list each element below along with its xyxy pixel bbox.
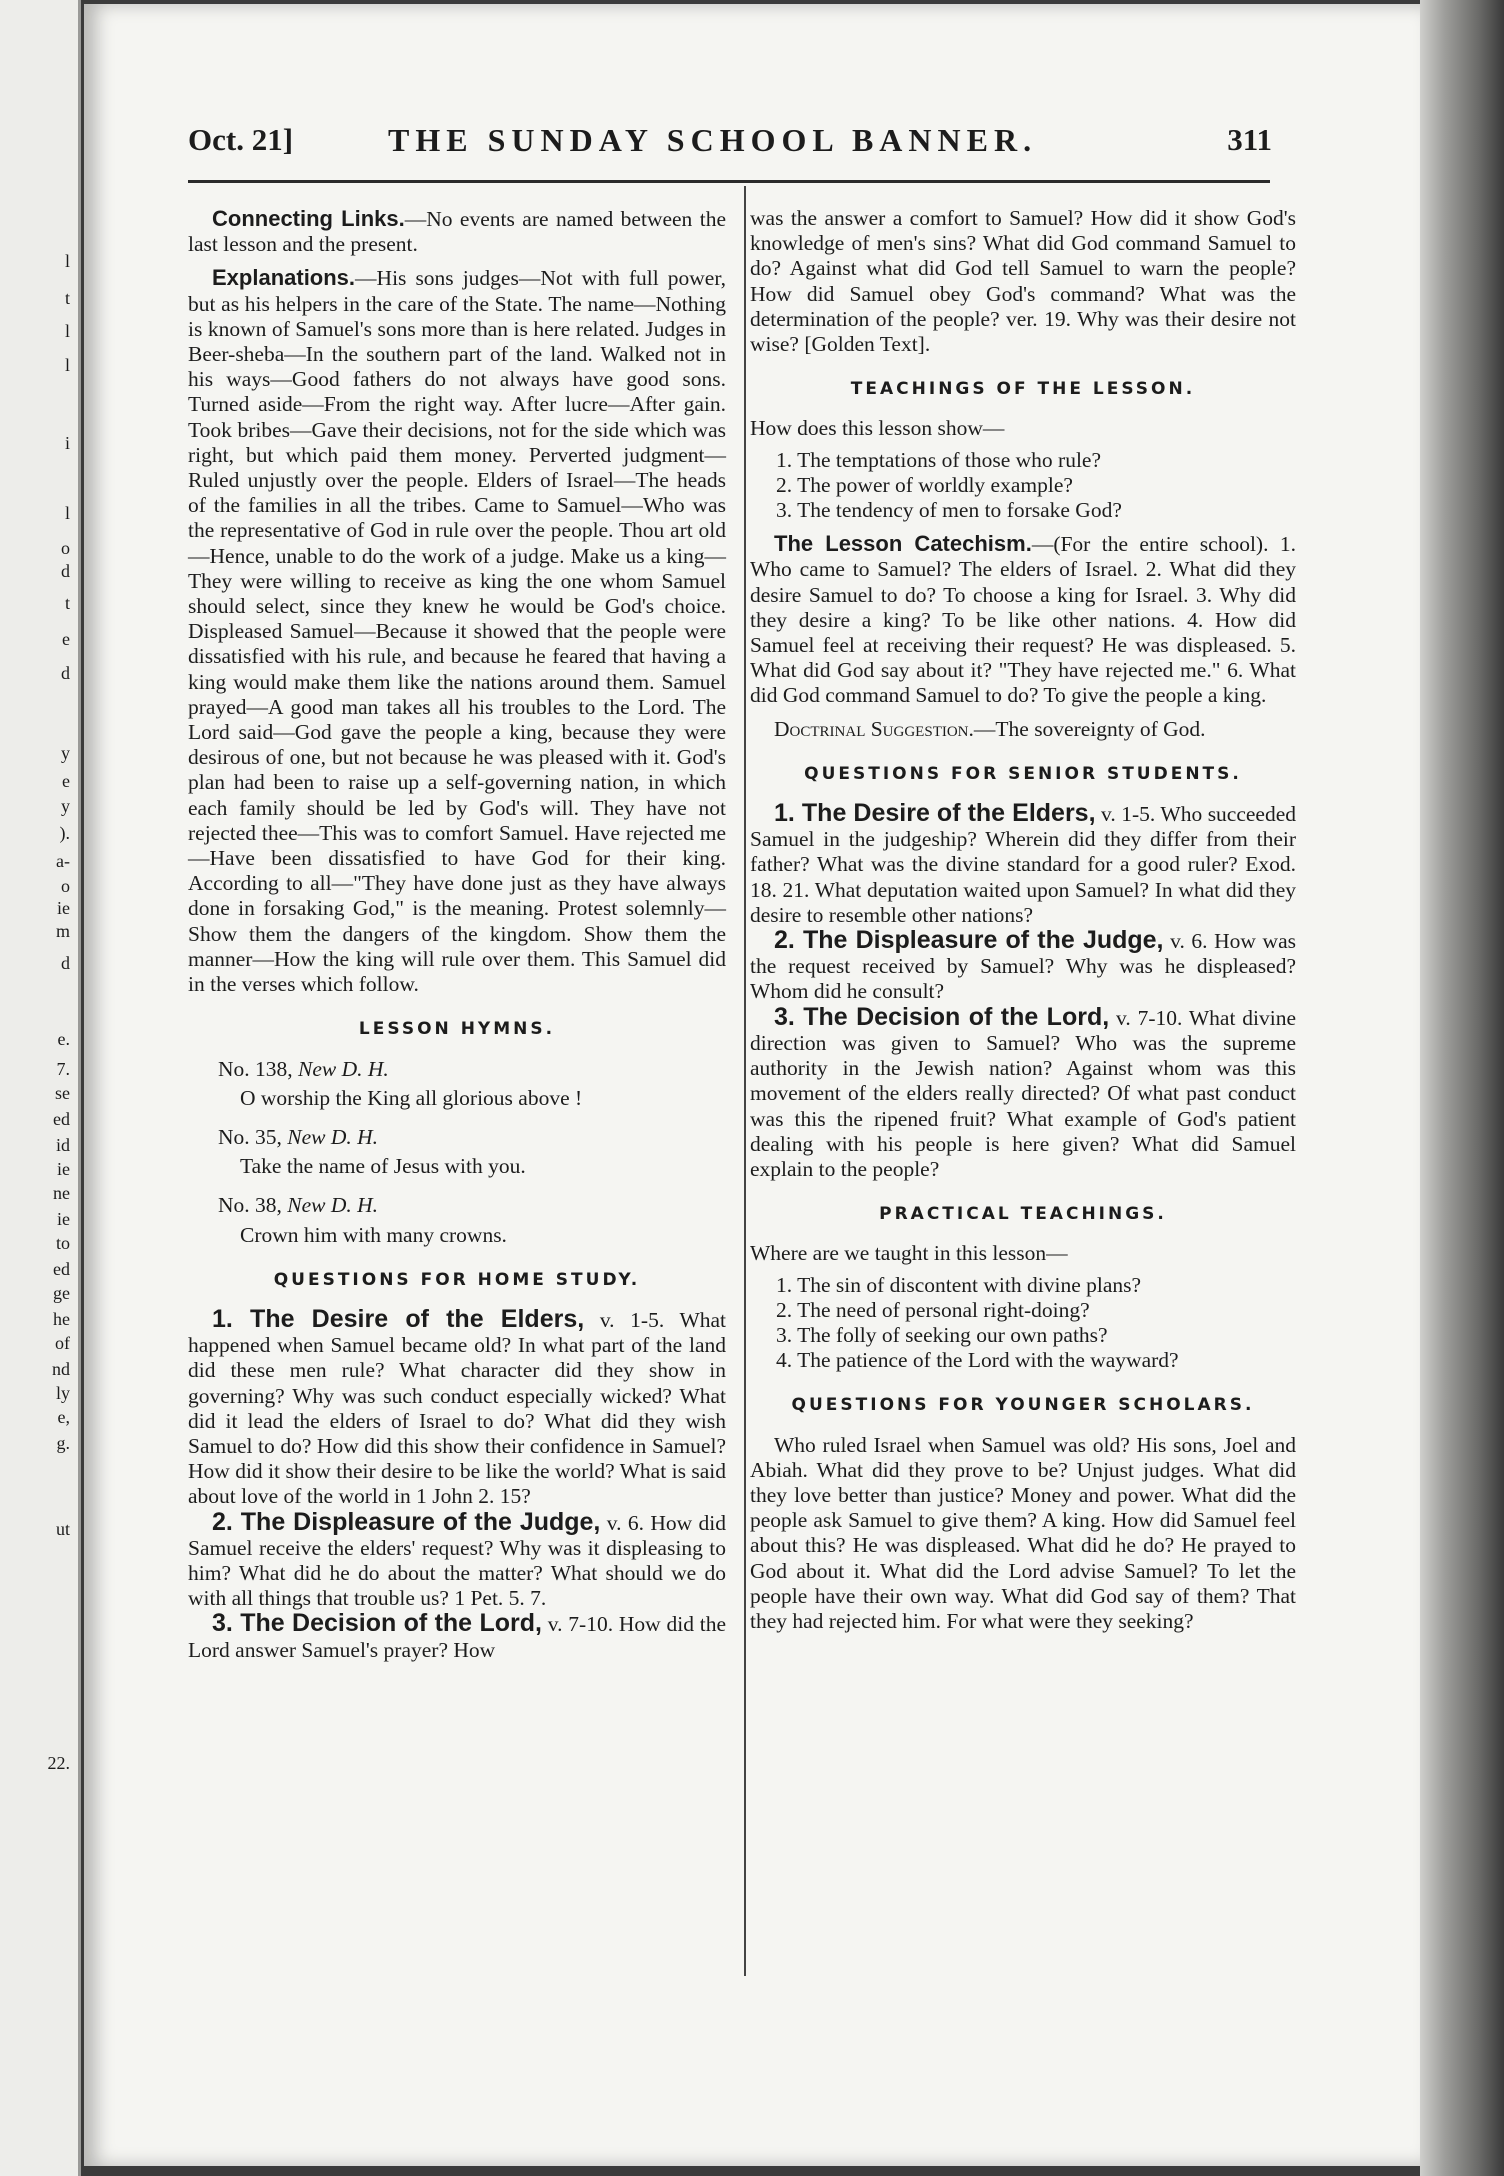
continued-questions: was the answer a comfort to Samuel? How did it show God's knowledge of men's sins? What did God command Samuel to do? Against what did God tell Samuel to warn the people? How did Samuel obey God's command? What was the determination of the people? ver. 19. Why was their desire not wise? [Golden Text]. <box>750 206 1296 357</box>
practical-list <box>776 1273 1296 1374</box>
right-column <box>750 206 1296 1634</box>
list-item: 4. The patience of the Lord with the wayward? <box>776 1348 1179 1373</box>
question-text: How was the request received by Samuel? Why was he displeased? Whom did he consult? <box>750 929 1296 1004</box>
catechism-label: The Lesson Catechism. <box>774 531 1032 557</box>
question-title: 2. The Displeasure of the Judge, <box>212 1507 601 1536</box>
home-study-heading: QUESTIONS FOR HOME STUDY. <box>273 1269 641 1290</box>
connecting-links-label: Connecting Links. <box>212 206 405 231</box>
previous-page-edge-char: ed <box>53 1109 70 1129</box>
doctrinal-paragraph <box>750 717 1296 742</box>
question-verse: v. 7-10. <box>547 1612 614 1637</box>
previous-page-edge-char: e <box>62 771 70 791</box>
previous-page-edge-char: d <box>61 561 70 581</box>
header-rule <box>188 180 1270 183</box>
teachings-heading: TEACHINGS OF THE LESSON. <box>850 379 1196 400</box>
hymn-number: No. 138, <box>218 1056 293 1081</box>
practical-heading: PRACTICAL TEACHINGS. <box>879 1204 1167 1225</box>
question-title: 2. The Displeasure of the Judge, <box>774 926 1164 955</box>
question-verse: v. 7-10. <box>1116 1005 1183 1030</box>
page-stack-edge <box>1420 0 1504 2176</box>
previous-page-edge-char: ). <box>59 823 70 843</box>
hymn-book: New D. H. <box>287 1124 379 1149</box>
previous-page-edge-char: nd <box>52 1359 70 1379</box>
list-item: 3. The tendency of men to forsake God? <box>776 498 1122 523</box>
hymn-ref <box>218 1193 726 1218</box>
teachings-list <box>776 448 1296 524</box>
previous-page-edge-char: y <box>61 743 70 763</box>
previous-page-edge-char: o <box>61 876 70 896</box>
header-date: Oct. 21] <box>188 122 294 157</box>
previous-page-edge-char: ge <box>53 1283 70 1303</box>
previous-page-edge-char: e. <box>57 1029 70 1049</box>
previous-page-edge-char: 7. <box>56 1059 70 1079</box>
home-study-question-1 <box>188 1304 727 1510</box>
home-study-question-2 <box>188 1507 727 1612</box>
younger-heading: QUESTIONS FOR YOUNGER SCHOLARS. <box>791 1395 1255 1416</box>
previous-page-edge-char: ie <box>57 1159 70 1179</box>
question-title: 3. The Decision of the Lord, <box>212 1609 542 1638</box>
previous-page-edge-char: ed <box>53 1259 70 1279</box>
connecting-links-text: —No events are named between the last lesson and the present. <box>188 207 726 257</box>
previous-page-edge-char: ut <box>55 1519 70 1539</box>
question-title: 1. The Desire of the Elders, <box>774 799 1096 828</box>
previous-page-edge-char: i <box>64 433 70 453</box>
explanations-paragraph <box>188 265 726 997</box>
list-item: 1. The sin of discontent with divine plans? <box>776 1272 1142 1297</box>
question-text: What divine direction was given to Samuel? Who was the supreme authority in the Jewish nation? Against whom was this movement of the elders really directed? Of what past conduct was this the ripened fruit? What example of God's patient dealing with his people is here given? What did Samuel explain to the people? <box>750 1005 1297 1181</box>
senior-question-1 <box>750 801 1296 928</box>
previous-page-edge-char: l <box>64 503 70 523</box>
hymn-ref <box>218 1057 726 1082</box>
hymn-first-line: Take the name of Jesus with you. <box>240 1154 526 1179</box>
previous-page-edge-char: l <box>64 251 70 271</box>
previous-page-edge-char: o <box>61 538 70 558</box>
connecting-links-paragraph <box>188 206 726 257</box>
previous-page-edge-char: d <box>61 953 70 973</box>
previous-page-edge-char: id <box>55 1135 70 1155</box>
doctrinal-label: Doctrinal Suggestion. <box>774 716 974 741</box>
previous-page-edge-char: t <box>64 593 70 613</box>
explanations-text: —His sons judges—Not with full power, but as his helpers in the care of the State. The name—Nothing is known of Samuel's sons more than is here related. Judges in Beer-sheba—In the southern part of the land. Walked not in his ways—Good fathers do not always have good sons. Turned aside—From the right way. After lucre—After gain. Took bribes—Gave their decisions, not for the side which was right, but which paid them money. Perverted judgment—Ruled unjustly over the people. Elders of Israel—The heads of the families in all the tribes. Came to Samuel—Who was the representative of God in rule over the people. Thou art old—Hence, unable to do the work of a judge. Make us a king—They were willing to receive as king the one whom Samuel should select, since they knew he would be God's choice. Displeased Samuel—Because it showed that the people were dissatisfied with his rule, and because he feared that having a king would make them like the nations around them. Samuel prayed—A good man takes all his troubles to the Lord. The Lord said—God gave the people a king, because they were desirous of one, but not because he was pleased with it. God's plan had been to raise up a self-governing nation, in which each family should be led by God's will. They have not rejected thee—This was to comfort Samuel. Have rejected me—Have been dissatisfied to have God for their king. According to all—"They have done just as they have always done in forsaking God," is the meaning. Protest solemnly—Show them the dangers of the kingdom. Show them the manner—How the king will rule over them. This Samuel did in the verses which follow. <box>188 266 726 997</box>
question-text: How did the Lord answer Samuel's prayer? How <box>188 1612 727 1662</box>
hymn-list <box>188 1057 726 1248</box>
header-title: THE SUNDAY SCHOOL BANNER. <box>388 122 1038 158</box>
list-item: 1. The temptations of those who rule? <box>776 447 1102 472</box>
previous-page-edge-char: he <box>53 1309 70 1329</box>
previous-page-edge-char: of <box>55 1333 70 1353</box>
senior-heading: QUESTIONS FOR SENIOR STUDENTS. <box>804 763 1242 784</box>
question-text: How did Samuel receive the elders' request? Why was it displeasing to him? What did he do about the matter? What should we do with all things that trouble us? 1 Pet. 5. 7. <box>188 1510 727 1611</box>
question-text: Who succeeded Samuel in the judgeship? Wherein did they differ from their father? What was the divine standard for a good ruler? Exod. 18. 21. What deputation waited upon Samuel? In what did they desire to resemble other nations? <box>750 802 1297 927</box>
previous-page-edge-char: e <box>62 629 70 649</box>
previous-page-edge-char: ie <box>57 898 70 918</box>
younger-paragraph: Who ruled Israel when Samuel was old? His sons, Joel and Abiah. What did they prove to be? Unjust judges. What did they love better than justice? Money and power. What did the people ask Samuel to give them? A king. How did Samuel feel about this? He was displeased. What did he do? He prayed to God about it. What did the Lord advise Samuel? To let the people have their own way. What did God say of them? That they had rejected him. For what were they seeking? <box>750 1432 1296 1633</box>
previous-page-margin <box>0 0 81 2176</box>
previous-page-edge-char: a- <box>56 851 70 871</box>
hymn-number: No. 35, <box>218 1124 282 1149</box>
running-head <box>188 122 1288 162</box>
hymn-ref <box>218 1125 726 1150</box>
column-rule <box>744 186 746 1976</box>
previous-page-edge-char: ly <box>55 1383 70 1403</box>
previous-page-edge-char: t <box>64 288 70 308</box>
hymn-book: New D. H. <box>287 1193 379 1218</box>
previous-page-edge-char: e, <box>57 1407 70 1427</box>
previous-page-edge-char: m <box>55 921 70 941</box>
previous-page-edge-char: l <box>64 355 70 375</box>
previous-page-edge-char: ne <box>53 1183 70 1203</box>
page-number: 311 <box>1227 122 1272 157</box>
previous-page-edge-char: ie <box>57 1209 70 1229</box>
senior-question-2 <box>750 928 1296 1005</box>
practical-intro: Where are we taught in this lesson— <box>750 1241 1068 1266</box>
list-item: 2. The need of personal right-doing? <box>776 1297 1090 1322</box>
list-item: 2. The power of worldly example? <box>776 472 1073 497</box>
previous-page-edge-char: l <box>64 321 70 341</box>
question-title: 1. The Desire of the Elders, <box>212 1304 585 1333</box>
question-verse: v. 1-5. <box>1101 802 1156 827</box>
hymn-first-line: Crown him with many crowns. <box>240 1222 507 1247</box>
question-text: What happened when Samuel became old? In what part of the land did these men rule? What character did they show in governing? Why was such conduct especially wicked? What did it lead the elders of Israel to do? What did they wish Samuel to do? How did this show their confidence in Samuel? How did it show their desire to be like the world? What is said about love of the world in 1 John 2. 15? <box>188 1307 727 1509</box>
question-verse: v. 6. <box>606 1510 644 1535</box>
previous-page-edge-char: to <box>55 1233 70 1253</box>
left-column <box>188 206 726 1663</box>
hymn-number: No. 38, <box>218 1193 282 1218</box>
previous-page-edge-char: d <box>61 663 70 683</box>
list-item: 3. The folly of seeking our own paths? <box>776 1322 1108 1347</box>
hymn-book: New D. H. <box>298 1056 389 1081</box>
doctrinal-text: —The sovereignty of God. <box>973 716 1206 741</box>
lesson-hymns-heading: LESSON HYMNS. <box>358 1019 556 1040</box>
catechism-paragraph <box>750 531 1296 708</box>
previous-page-edge-char: se <box>55 1083 70 1103</box>
catechism-text: —(For the entire school). 1. Who came to Samuel? The elders of Israel. 2. What did they desire Samuel to do? To choose a king for Israel. 3. Why did they desire a king? To be like other nations. 4. How did Samuel feel at receiving their request? He was displeased. 5. What did God say about it? "They have rejected me." 6. What did God command Samuel to do? To give the people a king. <box>750 532 1296 708</box>
question-verse: v. 1-5. <box>599 1307 665 1332</box>
previous-page-edge-char: g. <box>56 1433 70 1453</box>
previous-page-edge-char: 22. <box>47 1753 70 1773</box>
teachings-intro: How does this lesson show— <box>750 416 1005 441</box>
question-title: 3. The Decision of the Lord, <box>774 1002 1110 1031</box>
home-study-question-3 <box>188 1611 726 1662</box>
previous-page-edge-char: y <box>61 796 70 816</box>
hymn-first-line: O worship the King all glorious above ! <box>240 1085 583 1110</box>
senior-question-3 <box>750 1002 1297 1182</box>
question-verse: v. 6. <box>1170 929 1208 954</box>
explanations-label: Explanations. <box>212 265 356 291</box>
